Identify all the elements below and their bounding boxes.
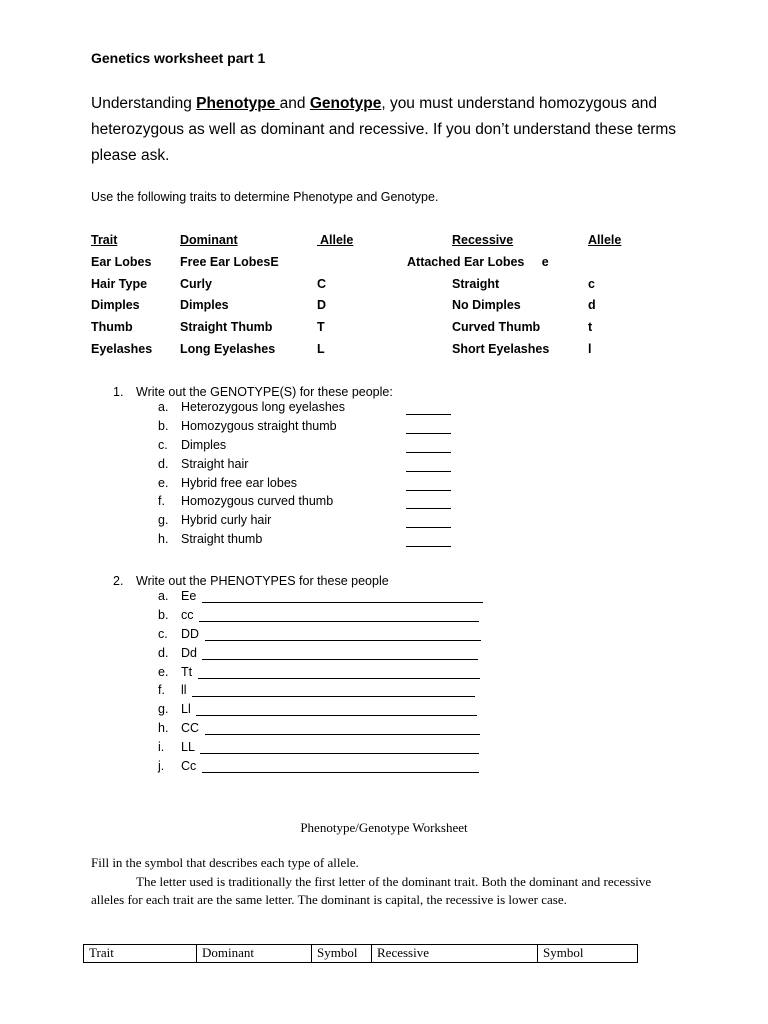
trait-name: Hair Type — [91, 276, 148, 291]
genotype-items — [158, 400, 393, 551]
answer-blank[interactable] — [205, 721, 480, 735]
list-item — [158, 457, 393, 476]
answer-blank[interactable] — [202, 589, 483, 603]
answer-blank[interactable] — [406, 400, 451, 415]
list-item — [158, 646, 389, 665]
dominant-allele: T — [317, 320, 325, 335]
question-number: 2. — [113, 574, 124, 588]
recessive-trait: No Dimples — [452, 298, 521, 313]
answer-blank[interactable] — [198, 665, 480, 679]
phenotype-items — [158, 589, 389, 778]
item-letter: g. — [158, 513, 169, 528]
header-dominant-allele: Allele — [317, 233, 354, 247]
table-row — [84, 945, 638, 963]
list-item — [158, 740, 389, 759]
genotype-term: Genotype — [309, 95, 382, 112]
item-letter: i. — [158, 740, 165, 755]
recessive-trait: Curved Thumb — [452, 320, 541, 335]
question-text: Write out the PHENOTYPES for these people — [136, 574, 389, 588]
list-item — [158, 665, 389, 684]
dominant-allele: D — [317, 298, 327, 313]
recessive-trait: Short Eyelashes — [452, 341, 550, 356]
item-text: Homozygous curved thumb — [181, 494, 334, 509]
item-text: Homozygous straight thumb — [181, 418, 337, 433]
trait-name: Eyelashes — [91, 341, 153, 356]
item-letter: d. — [158, 456, 169, 471]
item-text: CC — [181, 721, 203, 736]
list-item — [158, 532, 393, 551]
answer-blank[interactable] — [200, 740, 479, 754]
item-letter: e. — [158, 475, 169, 490]
item-text: Dimples — [181, 437, 227, 452]
list-item — [158, 419, 393, 438]
question-text: Write out the GENOTYPE(S) for these people: — [136, 385, 393, 399]
allele-paragraph: The letter used is traditionally the first letter of the dominant trait. Both the dominant and recessive alleles for each trait are the same letter. The dominant is capital, the recessive is lower case. — [91, 874, 652, 907]
table-header-trait: Trait — [84, 945, 197, 963]
answer-blank[interactable] — [196, 702, 477, 716]
item-letter: f. — [158, 683, 165, 698]
item-text: Tt — [181, 664, 196, 679]
dominant-allele: L — [317, 341, 325, 356]
answer-blank[interactable] — [199, 608, 479, 622]
list-item — [158, 513, 393, 532]
dominant-trait: Straight Thumb — [180, 320, 273, 335]
list-item — [158, 494, 393, 513]
item-letter: b. — [158, 418, 169, 433]
item-text: Dd — [181, 645, 201, 660]
intro-paragraph — [91, 91, 691, 169]
header-trait: Trait — [91, 233, 118, 247]
item-text: Straight thumb — [181, 532, 263, 547]
item-letter: h. — [158, 532, 169, 547]
worksheet-title: Genetics worksheet part 1 — [91, 50, 266, 66]
item-text: Straight hair — [181, 456, 249, 471]
recessive-allele: t — [588, 320, 593, 335]
dominant-trait: Curly — [180, 276, 212, 291]
recessive-allele: l — [588, 341, 592, 356]
header-recessive: Recessive — [452, 233, 514, 247]
list-item — [158, 721, 389, 740]
phenotype-term: Phenotype — [196, 95, 280, 112]
item-letter: e. — [158, 664, 169, 679]
item-letter: c. — [158, 437, 168, 452]
question-number: 1. — [113, 385, 124, 399]
item-letter: f. — [158, 494, 165, 509]
recessive-allele: c — [588, 276, 595, 291]
dominant-trait: Long Eyelashes — [180, 341, 276, 356]
answer-blank[interactable] — [202, 646, 478, 660]
list-item — [158, 627, 389, 646]
trait-name: Dimples — [91, 298, 140, 313]
trait-name: Ear Lobes — [91, 254, 152, 269]
item-letter: b. — [158, 607, 169, 622]
answer-blank[interactable] — [406, 438, 451, 453]
intro-and: and — [279, 95, 310, 112]
item-text: DD — [181, 626, 203, 641]
list-item — [158, 608, 389, 627]
item-text: LL — [181, 740, 198, 755]
recessive-trait: Attached Ear Lobes e — [407, 254, 549, 269]
answer-blank[interactable] — [406, 419, 451, 434]
header-recessive-allele: Allele — [588, 233, 622, 247]
answer-blank[interactable] — [406, 494, 451, 509]
recessive-allele: d — [588, 298, 596, 313]
list-item — [158, 702, 389, 721]
item-text: Heterozygous long eyelashes — [181, 400, 345, 414]
item-text: cc — [181, 607, 197, 622]
item-text: Hybrid free ear lobes — [181, 475, 298, 490]
answer-blank[interactable] — [406, 476, 451, 491]
traits-instruction: Use the following traits to determine Phenotype and Genotype. — [91, 190, 439, 204]
answer-blank[interactable] — [406, 513, 451, 528]
dominant-trait: Dimples — [180, 298, 229, 313]
trait-name: Thumb — [91, 320, 133, 335]
intro-before: Understanding — [91, 95, 197, 112]
answer-blank[interactable] — [192, 683, 475, 697]
question-phenotypes — [113, 574, 389, 778]
intro-after: , you must understand homozygous and heterozygous as well as dominant and recessive. If you don’t understand these terms please ask. — [91, 95, 677, 164]
dominant-trait: Free Ear LobesE — [180, 254, 279, 269]
worksheet2-title: Phenotype/Genotype Worksheet — [300, 820, 468, 835]
dominant-allele: C — [317, 276, 327, 291]
item-letter: c. — [158, 626, 168, 641]
question-genotypes — [113, 385, 393, 551]
list-item — [158, 683, 389, 702]
table-header-symbol: Symbol — [312, 945, 372, 963]
list-item — [158, 589, 389, 608]
item-text: Ll — [181, 702, 195, 717]
item-letter: h. — [158, 721, 169, 736]
item-text: ll — [181, 683, 191, 698]
table-header-recessive: Recessive — [372, 945, 538, 963]
table-header-dominant: Dominant — [197, 945, 312, 963]
answer-blank[interactable] — [406, 532, 451, 547]
answer-blank[interactable] — [205, 627, 481, 641]
list-item — [158, 759, 389, 778]
symbol-table — [83, 944, 638, 963]
list-item — [158, 476, 393, 495]
answer-blank[interactable] — [406, 457, 451, 472]
table-header-symbol: Symbol — [538, 945, 638, 963]
answer-blank[interactable] — [202, 759, 479, 773]
item-text: Ee — [181, 589, 200, 603]
item-letter: g. — [158, 702, 169, 717]
item-letter: j. — [158, 759, 165, 774]
list-item — [158, 400, 393, 419]
item-text: Cc — [181, 759, 200, 774]
fill-instruction: Fill in the symbol that describes each type of allele. — [91, 855, 359, 870]
header-dominant: Dominant — [180, 233, 238, 247]
item-letter: a. — [158, 589, 169, 603]
list-item — [158, 438, 393, 457]
recessive-trait: Straight — [452, 276, 500, 291]
item-letter: a. — [158, 400, 169, 414]
item-text: Hybrid curly hair — [181, 513, 272, 528]
item-letter: d. — [158, 645, 169, 660]
